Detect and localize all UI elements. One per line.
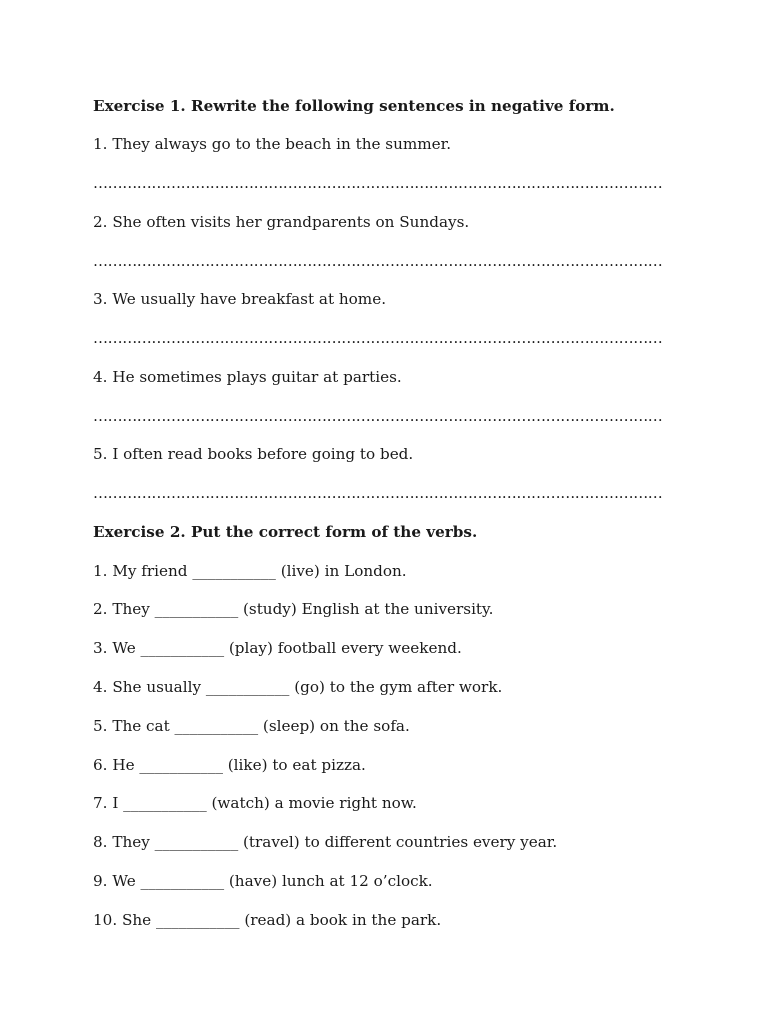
answer-line-1: ……………………………………………………………………………………………………… — [93, 174, 663, 192]
exercise2-item-1: 1. My friend ___________ (live) in London. — [93, 562, 407, 580]
exercise2-item-2: 2. They ___________ (study) English at the university. — [93, 600, 494, 618]
exercise2-item-6: 6. He ___________ (like) to eat pizza. — [93, 756, 366, 774]
worksheet-page — [93, 0, 663, 1024]
exercise2-item-3: 3. We ___________ (play) football every weekend. — [93, 639, 462, 657]
answer-line-2: ……………………………………………………………………………………………………… — [93, 252, 663, 270]
exercise1-item-4: 4. He sometimes plays guitar at parties. — [93, 368, 402, 386]
answer-line-4: ……………………………………………………………………………………………………… — [93, 407, 663, 425]
exercise1-heading: Exercise 1. Rewrite the following sentences in negative form. — [93, 97, 615, 115]
exercise2-item-5: 5. The cat ___________ (sleep) on the sofa. — [93, 717, 410, 735]
exercise1-item-2: 2. She often visits her grandparents on Sundays. — [93, 213, 470, 231]
exercise2-heading: Exercise 2. Put the correct form of the verbs. — [93, 523, 478, 541]
exercise2-item-8: 8. They ___________ (travel) to different countries every year. — [93, 833, 558, 851]
exercise2-item-7: 7. I ___________ (watch) a movie right now. — [93, 794, 417, 812]
answer-line-3: ……………………………………………………………………………………………………… — [93, 329, 663, 347]
exercise1-item-5: 5. I often read books before going to bed. — [93, 445, 414, 463]
exercise2-item-10: 10. She ___________ (read) a book in the park. — [93, 911, 442, 929]
exercise2-item-4: 4. She usually ___________ (go) to the gym after work. — [93, 678, 503, 696]
exercise2-item-9: 9. We ___________ (have) lunch at 12 o’clock. — [93, 872, 433, 890]
exercise1-item-1: 1. They always go to the beach in the summer. — [93, 135, 452, 153]
answer-line-5: ……………………………………………………………………………………………………… — [93, 484, 663, 502]
exercise1-item-3: 3. We usually have breakfast at home. — [93, 290, 387, 308]
